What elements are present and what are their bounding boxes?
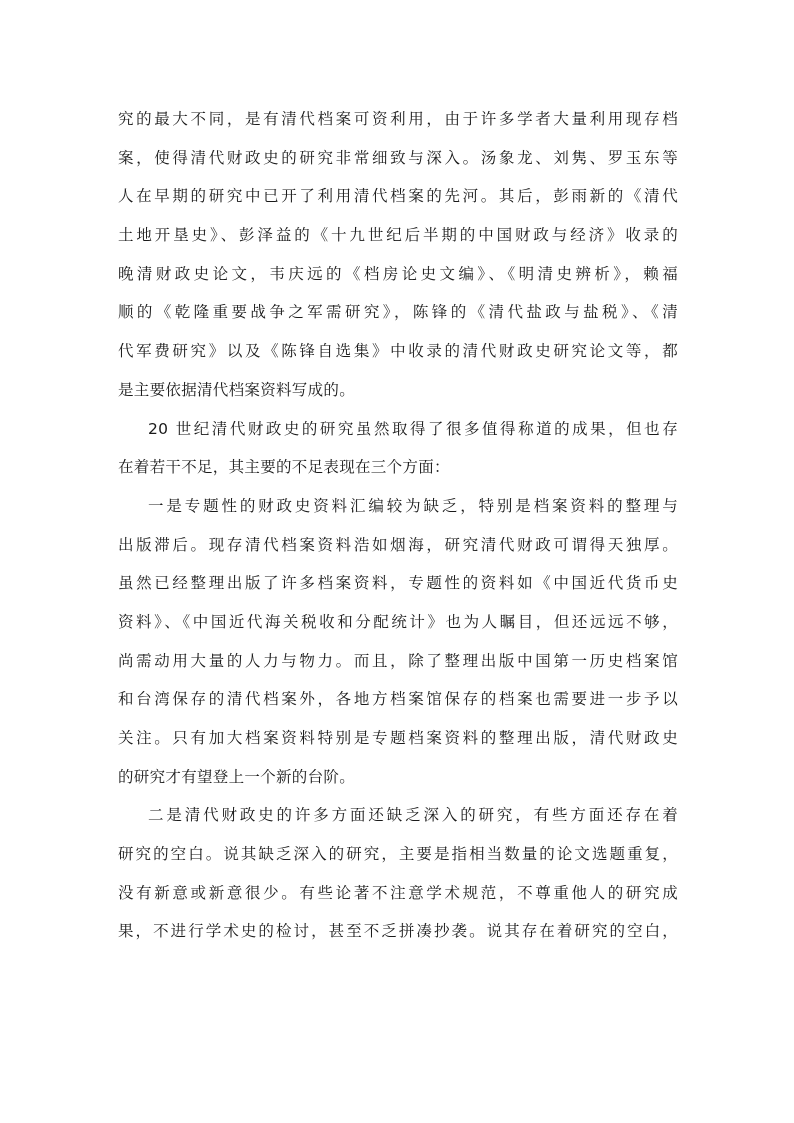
text-line: 研究的空白。说其缺乏深入的研究，主要是指相当数量的论文选题重复，: [118, 845, 678, 864]
document-body: [118, 100, 678, 951]
text-line: 究的最大不同，是有清代档案可资利用，由于许多学者大量利用现存档: [118, 110, 678, 128]
text-line: 资料》、《中国近代海关税收和分配统计》也为人瞩目，但还远远不够，: [118, 612, 678, 631]
text-line: 是主要依据清代档案资料写成的。: [118, 380, 356, 399]
text-line: 虽然已经整理出版了许多档案资料，专题性的资料如《中国近代货币史: [118, 574, 678, 593]
text-line: 土地开垦史》、彭泽益的《十九世纪后半期的中国财政与经济》收录的: [118, 226, 678, 245]
text-line: 没有新意或新意很少。有些论著不注意学术规范，不尊重他人的研究成: [118, 883, 678, 902]
text-line: 顺的《乾隆重要战争之军需研究》，陈锋的《清代盐政与盐税》、《清: [118, 303, 678, 322]
paragraph: [118, 796, 678, 951]
text-line: 20 世纪清代财政史的研究虽然取得了很多值得称道的成果，但也存: [148, 419, 678, 438]
text-line: 和台湾保存的清代档案外，各地方档案馆保存的档案也需要进一步予以: [118, 690, 678, 709]
text-line: 晚清财政史论文，韦庆远的《档房论史文编》、《明清史辨析》，赖福: [118, 264, 678, 283]
paragraph: [118, 487, 678, 797]
paragraph: [118, 410, 678, 487]
text-line: 尚需动用大量的人力与物力。而且，除了整理出版中国第一历史档案馆: [118, 651, 678, 670]
text-line: 出版滞后。现存清代档案资料浩如烟海，研究清代财政可谓得天独厚。: [118, 535, 678, 554]
text-line: 人在早期的研究中已开了利用清代档案的先河。其后，彭雨新的《清代: [118, 187, 678, 206]
paragraph: [118, 100, 678, 410]
text-line: 的研究才有望登上一个新的台阶。: [118, 767, 356, 786]
text-line: 在着若干不足，其主要的不足表现在三个方面：: [118, 458, 450, 477]
text-line: 一是专题性的财政史资料汇编较为缺乏，特别是档案资料的整理与: [148, 496, 678, 515]
text-line: 案，使得清代财政史的研究非常细致与深入。汤象龙、刘隽、罗玉东等: [118, 148, 678, 167]
text-line: 关注。只有加大档案资料特别是专题档案资料的整理出版，清代财政史: [118, 729, 678, 747]
text-line: 代军费研究》以及《陈锋自选集》中收录的清代财政史研究论文等，都: [118, 342, 678, 361]
text-line: 二是清代财政史的许多方面还缺乏深入的研究，有些方面还存在着: [148, 806, 678, 825]
text-line: 果，不进行学术史的检讨，甚至不乏拼凑抄袭。说其存在着研究的空白，: [118, 922, 678, 941]
